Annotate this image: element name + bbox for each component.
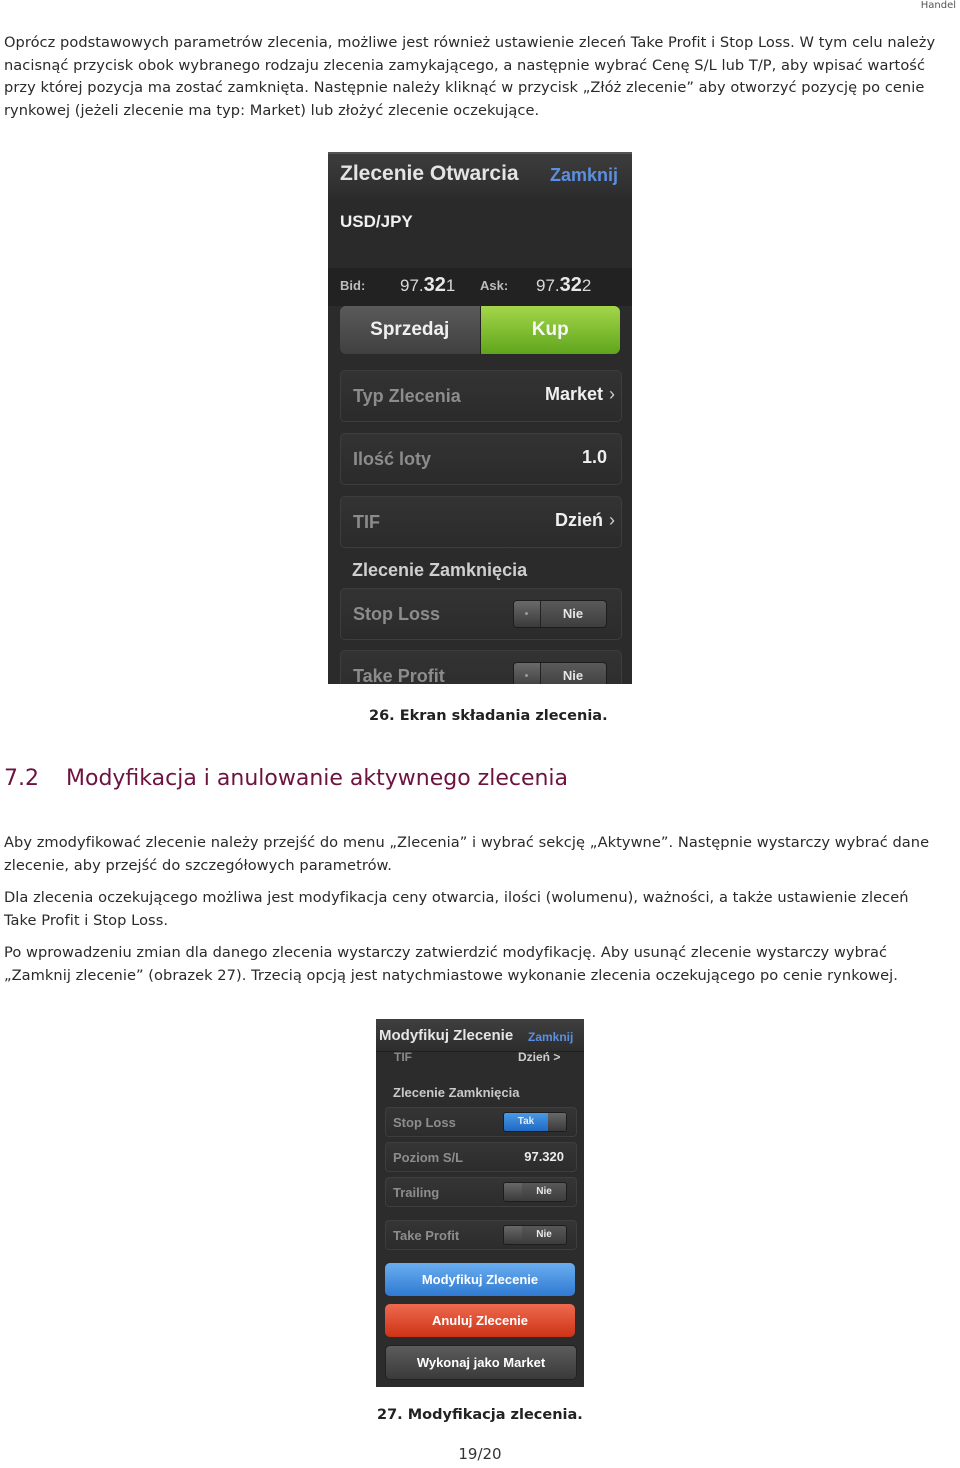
toggle-knob bbox=[514, 663, 541, 684]
symbol-row bbox=[328, 198, 632, 268]
ask-price: 97.322 bbox=[536, 274, 592, 296]
take-profit-toggle[interactable] bbox=[513, 662, 607, 684]
section-number: 7.2 bbox=[4, 766, 39, 791]
stop-loss-label: Stop Loss bbox=[393, 1115, 456, 1130]
close-link[interactable]: Zamknij bbox=[550, 165, 619, 185]
stop-loss-row bbox=[340, 588, 622, 640]
bid-price: 97.321 bbox=[400, 274, 456, 296]
order-type-row[interactable] bbox=[340, 370, 622, 422]
tif-value: Dzień bbox=[554, 510, 603, 530]
stop-loss-toggle[interactable] bbox=[503, 1112, 567, 1132]
closing-section-title: Zlecenie Zamknięcia bbox=[352, 560, 528, 580]
lots-label: Ilość loty bbox=[353, 449, 432, 469]
order-type-value: Market bbox=[544, 384, 603, 404]
ask-label: Ask: bbox=[480, 278, 509, 293]
toggle-knob bbox=[504, 1183, 522, 1201]
take-profit-toggle[interactable] bbox=[503, 1225, 567, 1245]
page-number: 19/20 bbox=[458, 1445, 502, 1463]
bid-label: Bid: bbox=[340, 278, 366, 293]
tif-label: TIF bbox=[353, 512, 380, 532]
stop-loss-toggle-text: Tak bbox=[517, 1116, 535, 1127]
sl-level-value: 97.320 bbox=[524, 1149, 564, 1164]
section-title: Modyfikacja i anulowanie aktywnego zlecenia bbox=[66, 766, 569, 791]
title-bar bbox=[376, 1019, 584, 1052]
sl-level-row[interactable] bbox=[385, 1142, 577, 1172]
execute-market-button[interactable]: Wykonaj jako Market bbox=[385, 1345, 577, 1380]
body-paragraph-1: Aby zmodyfikować zlecenie należy przejść do menu „Zlecenia” i wybrać sekcję „Aktywne”. Następnie wystarczy wybrać dane zlecenie, aby przejść do szczegółowych parametrów. bbox=[4, 834, 930, 874]
take-profit-toggle-text: Nie bbox=[562, 668, 584, 683]
order-type-label: Typ Zlecenia bbox=[353, 386, 461, 406]
chevron-right-icon: › bbox=[609, 384, 615, 404]
screen-title: Zlecenie Otwarcia bbox=[340, 162, 519, 185]
stop-loss-label: Stop Loss bbox=[353, 604, 441, 624]
order-open-screenshot bbox=[328, 152, 632, 684]
toggle-knob bbox=[514, 601, 541, 627]
title-bar bbox=[328, 154, 632, 198]
body-paragraph-2: Dla zlecenia oczekującego możliwa jest modyfikacja ceny otwarcia, ilości (wolumenu), ważności, a także ustawienie zleceń Take Profit i Stop Loss. bbox=[4, 889, 909, 929]
take-profit-row bbox=[385, 1220, 577, 1250]
sell-button[interactable]: Sprzedaj bbox=[340, 306, 481, 354]
closing-section-title: Zlecenie Zamknięcia bbox=[393, 1085, 520, 1100]
lots-row[interactable] bbox=[340, 433, 622, 485]
modify-order-button[interactable]: Modyfikuj Zlecenie bbox=[385, 1263, 575, 1296]
figure-caption-26: 26. Ekran składania zlecenia. bbox=[369, 708, 608, 724]
figure-caption-27: 27. Modyfikacja zlecenia. bbox=[377, 1407, 583, 1423]
stop-loss-toggle[interactable] bbox=[513, 600, 607, 628]
take-profit-label: Take Profit bbox=[393, 1228, 460, 1243]
stop-loss-toggle-text: Nie bbox=[562, 606, 584, 621]
sl-level-label: Poziom S/L bbox=[393, 1150, 464, 1165]
stop-loss-row bbox=[385, 1107, 577, 1137]
tif-label: TIF bbox=[394, 1050, 412, 1064]
tif-value[interactable]: Dzień > bbox=[518, 1050, 561, 1064]
lots-value: 1.0 bbox=[581, 447, 607, 467]
screen-title: Modyfikuj Zlecenie bbox=[379, 1027, 514, 1044]
sell-buy-switch bbox=[340, 306, 620, 354]
trailing-row bbox=[385, 1177, 577, 1207]
body-paragraph-3: Po wprowadzeniu zmian dla danego zlecenia wystarczy zatwierdzić modyfikację. Aby usunąć zlecenie wystarczy wybrać „Zamknij zlecenie” (obrazek 27). Trzecią opcją jest natychmiastowe wykonanie zlecenia oczekującego po cenie rynkowej. bbox=[4, 944, 898, 984]
trailing-toggle-text: Nie bbox=[536, 1186, 552, 1197]
section-heading bbox=[4, 766, 568, 791]
buy-button[interactable]: Kup bbox=[481, 306, 621, 354]
toggle-knob bbox=[504, 1226, 522, 1244]
intro-paragraph: Oprócz podstawowych parametrów zlecenia, możliwe jest również ustawienie zleceń Take Profit i Stop Loss. W tym celu należy nacisnąć przycisk obok wybranego rodzaju zlecenia zamykającego, a następnie wybrać Cenę S/L lub T/P, aby wpisać wartość przy której pozycja ma zostać zamknięta. Następnie należy kliknąć w przycisk „Złóż zlecenie” aby otworzyć pozycję po cenie rynkowej (jeżeli zlecenie ma typ: Market) lub złożyć zlecenie oczekujące. bbox=[4, 34, 936, 119]
quote-row bbox=[328, 268, 632, 306]
take-profit-row bbox=[340, 650, 622, 684]
take-profit-toggle-text: Nie bbox=[536, 1229, 552, 1240]
toggle-knob bbox=[548, 1113, 566, 1131]
symbol-label: USD/JPY bbox=[340, 212, 413, 231]
running-header: Handel bbox=[920, 0, 956, 11]
take-profit-label: Take Profit bbox=[353, 666, 445, 684]
order-modify-screenshot bbox=[376, 1019, 584, 1387]
trailing-label: Trailing bbox=[393, 1185, 440, 1200]
close-link[interactable]: Zamknij bbox=[528, 1030, 574, 1044]
tif-row[interactable] bbox=[340, 496, 622, 548]
trailing-toggle[interactable] bbox=[503, 1182, 567, 1202]
chevron-right-icon: › bbox=[609, 510, 615, 530]
cancel-order-button[interactable]: Anuluj Zlecenie bbox=[385, 1304, 575, 1337]
